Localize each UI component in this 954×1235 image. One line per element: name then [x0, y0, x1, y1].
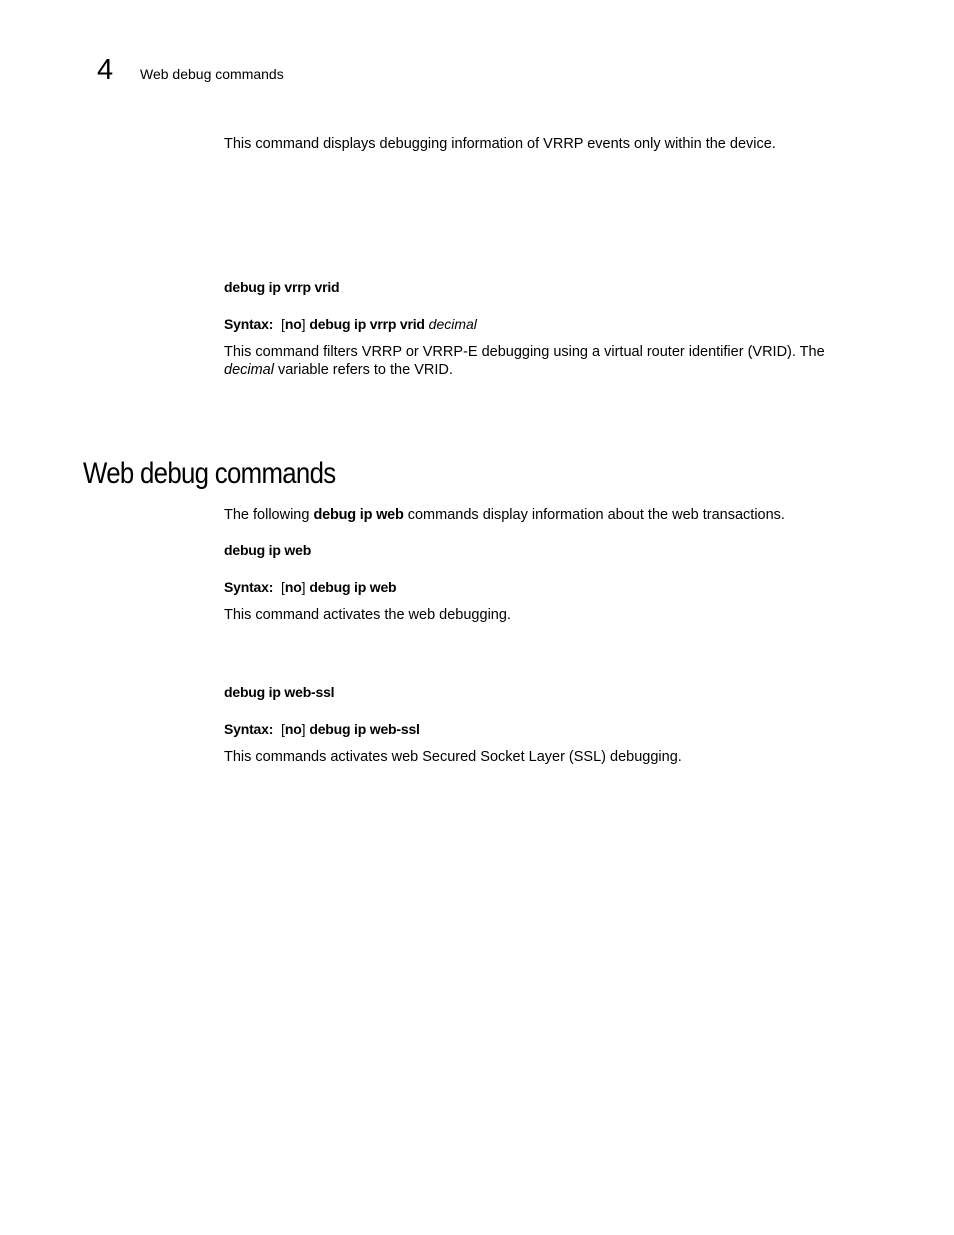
section-intro: [224, 506, 785, 524]
description-parameter: decimal: [224, 362, 274, 378]
syntax-command: debug ip web-ssl: [309, 721, 420, 737]
bracket-open: [: [280, 721, 285, 737]
bracket-open: [: [280, 316, 285, 332]
syntax-no-keyword: no: [284, 579, 302, 595]
syntax-label: Syntax:: [224, 316, 274, 332]
intro-suffix: commands display information about the web transactions.: [403, 507, 785, 523]
command-heading: debug ip vrrp vrid: [224, 279, 340, 295]
syntax-no-keyword: no: [284, 721, 302, 737]
syntax-label: Syntax:: [224, 721, 274, 737]
chapter-number: 4: [97, 54, 114, 86]
bracket-close: ]: [301, 316, 306, 332]
description-line-1: This command filters VRRP or VRRP-E debugging using a virtual router identifier (VRID). The: [224, 344, 825, 360]
section-title: Web debug commands: [83, 457, 336, 490]
bracket-open: [: [280, 579, 285, 595]
syntax-line: [224, 315, 477, 333]
running-title: Web debug commands: [140, 66, 284, 82]
syntax-command: debug ip web: [309, 579, 397, 595]
description-rest: variable refers to the VRID.: [273, 362, 453, 378]
syntax-no-keyword: no: [284, 316, 302, 332]
command-description: This command activates the web debugging.: [224, 607, 511, 623]
intro-prefix: The following: [224, 507, 314, 523]
command-heading: debug ip web: [224, 542, 312, 558]
bracket-close: ]: [301, 721, 306, 737]
intro-command: debug ip web: [313, 507, 404, 523]
syntax-label: Syntax:: [224, 579, 274, 595]
command-description: This commands activates web Secured Socket Layer (SSL) debugging.: [224, 749, 682, 765]
syntax-command: debug ip vrrp vrid: [309, 316, 425, 332]
command-heading: debug ip web-ssl: [224, 684, 335, 700]
syntax-line: [224, 720, 420, 738]
syntax-parameter: decimal: [428, 316, 477, 332]
syntax-line: [224, 578, 396, 596]
vrrp-events-description: This command displays debugging information of VRRP events only within the device.: [224, 136, 776, 152]
description-line-2: [224, 361, 453, 379]
bracket-close: ]: [301, 579, 306, 595]
